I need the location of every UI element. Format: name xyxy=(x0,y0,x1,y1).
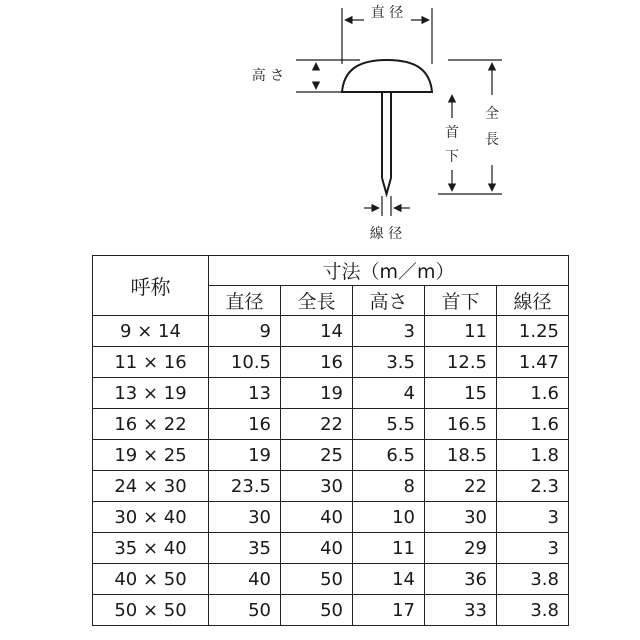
wire-diameter-cell: 3 xyxy=(497,502,569,533)
wire-diameter-cell: 1.47 xyxy=(497,347,569,378)
table-row xyxy=(93,347,569,378)
table-row xyxy=(93,471,569,502)
wire-diameter-cell: 1.6 xyxy=(497,409,569,440)
nominal-size-cell: 11 × 16 xyxy=(93,347,209,378)
total-length-cell: 19 xyxy=(281,378,353,409)
nominal-size-cell: 9 × 14 xyxy=(93,316,209,347)
column-header-wire-diameter: 線径 xyxy=(497,286,569,316)
total-length-cell: 50 xyxy=(281,564,353,595)
height-cell: 8 xyxy=(353,471,425,502)
under-head-label-1: 首 xyxy=(445,125,459,141)
diameter-cell: 40 xyxy=(209,564,281,595)
nominal-size-cell: 50 × 50 xyxy=(93,595,209,626)
tack-dimension-diagram xyxy=(0,0,640,250)
total-length-cell: 40 xyxy=(281,502,353,533)
tack-shape xyxy=(342,60,432,194)
nominal-size-cell: 24 × 30 xyxy=(93,471,209,502)
diameter-cell: 35 xyxy=(209,533,281,564)
total-length-cell: 40 xyxy=(281,533,353,564)
nominal-size-cell: 40 × 50 xyxy=(93,564,209,595)
column-header-height: 高さ xyxy=(353,286,425,316)
total-length-label-1: 全 xyxy=(485,106,499,122)
height-cell: 3 xyxy=(353,316,425,347)
under-head-cell: 12.5 xyxy=(425,347,497,378)
table-row xyxy=(93,502,569,533)
height-cell: 11 xyxy=(353,533,425,564)
total-length-cell: 25 xyxy=(281,440,353,471)
diameter-label: 直 径 xyxy=(370,5,404,21)
diameter-cell: 16 xyxy=(209,409,281,440)
height-cell: 4 xyxy=(353,378,425,409)
spec-table xyxy=(92,255,569,626)
wire-diameter-cell: 3 xyxy=(497,533,569,564)
under-head-cell: 15 xyxy=(425,378,497,409)
table-row xyxy=(93,440,569,471)
table-row xyxy=(93,533,569,564)
table-row xyxy=(93,409,569,440)
height-label: 高 さ xyxy=(251,68,285,84)
height-cell: 6.5 xyxy=(353,440,425,471)
tack-point xyxy=(382,178,391,194)
wire-diameter-cell: 3.8 xyxy=(497,564,569,595)
nominal-size-cell: 19 × 25 xyxy=(93,440,209,471)
wire-diameter-cell: 1.8 xyxy=(497,440,569,471)
wire-diameter-cell: 2.3 xyxy=(497,471,569,502)
table-row xyxy=(93,595,569,626)
height-cell: 10 xyxy=(353,502,425,533)
table-row xyxy=(93,378,569,409)
diameter-cell: 50 xyxy=(209,595,281,626)
diameter-cell: 30 xyxy=(209,502,281,533)
height-cell: 3.5 xyxy=(353,347,425,378)
spec-table-body xyxy=(93,316,569,626)
tack-head xyxy=(342,60,432,92)
nominal-header: 呼称 xyxy=(93,256,209,316)
table-header-row-1 xyxy=(93,256,569,286)
diameter-cell: 23.5 xyxy=(209,471,281,502)
total-length-cell: 14 xyxy=(281,316,353,347)
height-cell: 17 xyxy=(353,595,425,626)
under-head-label-2: 下 xyxy=(445,149,459,165)
nominal-size-cell: 13 × 19 xyxy=(93,378,209,409)
column-header-under-head: 首下 xyxy=(425,286,497,316)
wire-diameter-cell: 1.6 xyxy=(497,378,569,409)
diameter-cell: 10.5 xyxy=(209,347,281,378)
under-head-cell: 30 xyxy=(425,502,497,533)
under-head-cell: 33 xyxy=(425,595,497,626)
dimension-group-header: 寸法（m／m） xyxy=(209,256,569,286)
diameter-cell: 19 xyxy=(209,440,281,471)
nominal-size-cell: 30 × 40 xyxy=(93,502,209,533)
column-header-diameter: 直径 xyxy=(209,286,281,316)
diameter-cell: 13 xyxy=(209,378,281,409)
total-length-cell: 16 xyxy=(281,347,353,378)
table-row xyxy=(93,564,569,595)
total-length-cell: 22 xyxy=(281,409,353,440)
height-cell: 5.5 xyxy=(353,409,425,440)
under-head-cell: 16.5 xyxy=(425,409,497,440)
total-length-label-2: 長 xyxy=(485,132,499,148)
nominal-size-cell: 16 × 22 xyxy=(93,409,209,440)
under-head-cell: 22 xyxy=(425,471,497,502)
wire-diameter-dimension xyxy=(364,196,410,216)
under-head-cell: 18.5 xyxy=(425,440,497,471)
under-head-cell: 11 xyxy=(425,316,497,347)
total-length-cell: 50 xyxy=(281,595,353,626)
diameter-cell: 9 xyxy=(209,316,281,347)
under-head-cell: 29 xyxy=(425,533,497,564)
height-cell: 14 xyxy=(353,564,425,595)
under-head-cell: 36 xyxy=(425,564,497,595)
table-row xyxy=(93,316,569,347)
column-header-total-length: 全長 xyxy=(281,286,353,316)
wire-diameter-cell: 3.8 xyxy=(497,595,569,626)
wire-diameter-label: 線 径 xyxy=(369,226,403,242)
nominal-size-cell: 35 × 40 xyxy=(93,533,209,564)
wire-diameter-cell: 1.25 xyxy=(497,316,569,347)
total-length-cell: 30 xyxy=(281,471,353,502)
